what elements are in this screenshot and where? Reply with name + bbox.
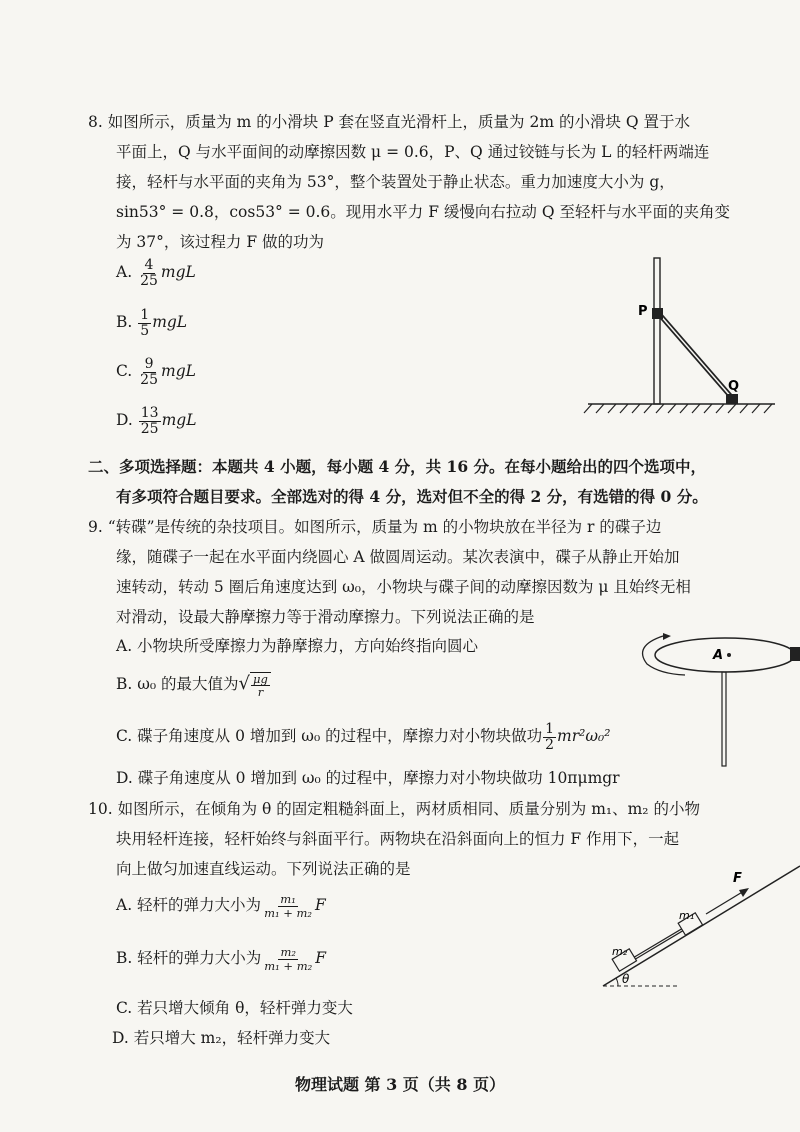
option-tail: mr²ω₀²	[557, 727, 611, 746]
fraction-numerator: 4	[144, 257, 154, 273]
fraction-numerator: m₂	[280, 945, 296, 960]
force-arrowhead-icon	[739, 888, 749, 897]
fraction-denominator: 5	[140, 322, 150, 339]
section-2-header-line-1: 二、多项选择题：本题共 4 小题，每小题 4 分，共 16 分。在每小题给出的四个选项中，	[88, 457, 707, 476]
q9-option-d: D. 碟子角速度从 0 增加到 ω₀ 的过程中，摩擦力对小物块做功 10πμmgr	[116, 769, 620, 787]
option-letter: B.	[116, 313, 133, 332]
page-footer: 物理试题 第 3 页（共 8 页）	[294, 1075, 506, 1094]
q9-line-4: 对滑动，设最大静摩擦力等于滑动摩擦力。下列说法正确的是	[116, 608, 535, 626]
label-f: F	[733, 871, 742, 886]
option-text: B. 轻杆的弹力大小为	[116, 949, 262, 967]
rotation-arrowhead-icon	[663, 633, 671, 640]
rotating-plate	[655, 638, 795, 672]
q9-line-1: 9. “转碟”是传统的杂技项目。如图所示，质量为 m 的小物块放在半径为 r 的碟子边	[88, 518, 662, 536]
option-letter: A.	[116, 263, 133, 282]
q9-line-3: 速转动，转动 5 圈后角速度达到 ω₀，小物块与碟子间的动摩擦因数为 μ 且始终无相	[116, 578, 691, 596]
fraction-numerator: m₁	[280, 892, 296, 907]
fraction-denominator: 25	[140, 420, 159, 437]
slider-p	[652, 308, 663, 319]
fraction-numerator: 1	[545, 721, 555, 737]
light-rod-inner	[660, 315, 733, 399]
option-text: C. 碟子角速度从 0 增加到 ω₀ 的过程中，摩擦力对小物块做功	[116, 727, 543, 746]
q10-line-1: 10. 如图所示，在倾角为 θ 的固定粗糙斜面上，两材质相同、质量分别为 m₁、m₂ 的小物	[88, 800, 700, 818]
option-tail: mgL	[161, 411, 197, 430]
ground-hatching	[584, 404, 772, 413]
label-theta: θ	[622, 972, 630, 986]
q10-line-3: 向上做匀加速直线运动。下列说法正确的是	[116, 860, 411, 878]
fraction-denominator: 2	[545, 736, 555, 753]
label-a: A	[713, 648, 724, 663]
slider-q	[726, 394, 738, 404]
center-point	[727, 653, 731, 657]
option-tail: F	[315, 949, 326, 967]
q8-figure	[580, 255, 780, 420]
label-m1: m₁	[679, 909, 695, 922]
q8-option-a	[116, 258, 196, 288]
vertical-rod	[654, 258, 660, 404]
q9-option-b: B. ω₀ 的最大值为√ $\frac{\mu g}{r}$	[116, 672, 271, 698]
option-tail: mgL	[160, 263, 196, 282]
fraction-numerator: 9	[144, 356, 154, 372]
q9-option-a: A. 小物块所受摩擦力为静摩擦力，方向始终指向圆心	[116, 637, 479, 655]
fraction-denominator: 25	[140, 272, 158, 289]
section-2-header-line-2: 有多项符合题目要求。全部选对的得 4 分，选对但不全的得 2 分，有选错的得 0 分。	[116, 487, 708, 506]
fraction-denominator: m₁ + m₂	[264, 905, 313, 920]
option-text: A. 轻杆的弹力大小为	[116, 896, 262, 914]
sqrt-numerator: μg	[253, 672, 268, 686]
q10-option-b	[116, 946, 326, 972]
q8-line-1: 8. 如图所示，质量为 m 的小滑块 P 套在竖直光滑杆上，质量为 2m 的小滑块 Q 置于水	[88, 113, 691, 131]
q8-option-c	[116, 357, 196, 387]
q9-figure	[625, 628, 800, 768]
option-tail: mgL	[152, 313, 188, 332]
label-q: Q	[728, 379, 740, 394]
option-tail: F	[315, 896, 326, 914]
q8-line-4: sin53° = 0.8，cos53° = 0.6。现用水平力 F 缓慢向右拉动 Q 至轻杆与水平面的夹角变	[116, 203, 730, 221]
angle-arc	[616, 978, 618, 986]
q10-option-d: D. 若只增大 m₂，轻杆弹力变大	[112, 1029, 331, 1047]
fraction-denominator: m₁ + m₂	[264, 958, 313, 973]
support-stick	[722, 672, 726, 766]
q8-option-b	[116, 308, 187, 338]
force-arrow	[706, 891, 744, 914]
label-m2: m₂	[612, 945, 628, 958]
q9-option-c	[116, 722, 610, 752]
q10-option-c: C. 若只增大倾角 θ，轻杆弹力变大	[116, 999, 353, 1017]
q10-figure	[598, 852, 800, 992]
q8-option-d	[116, 406, 197, 436]
fraction-numerator: 13	[140, 405, 159, 421]
q10-option-a	[116, 893, 326, 919]
option-text: B. ω₀ 的最大值为	[116, 675, 239, 694]
label-p: P	[638, 304, 648, 319]
fraction-denominator: 25	[140, 371, 158, 388]
q8-line-3: 接，轻杆与水平面的夹角为 53°，整个装置处于静止状态。重力加速度大小为 g，	[116, 173, 675, 191]
q8-line-2: 平面上，Q 与水平面间的动摩擦因数 μ = 0.6，P、Q 通过铰链与长为 L 的轻杆两端连	[116, 143, 710, 161]
q10-line-2: 块用轻杆连接，轻杆始终与斜面平行。两物块在沿斜面向上的恒力 F 作用下，一起	[116, 830, 680, 848]
sqrt-denominator: r	[257, 685, 264, 700]
q8-line-5: 为 37°，该过程力 F 做的功为	[116, 233, 325, 251]
small-block	[790, 647, 800, 661]
option-letter: C.	[116, 362, 133, 381]
q9-line-2: 缘，随碟子一起在水平面内绕圆心 A 做圆周运动。某次表演中，碟子从静止开始加	[116, 548, 680, 566]
fraction-numerator: 1	[140, 307, 150, 323]
option-tail: mgL	[161, 362, 196, 381]
option-letter: D.	[116, 411, 133, 430]
